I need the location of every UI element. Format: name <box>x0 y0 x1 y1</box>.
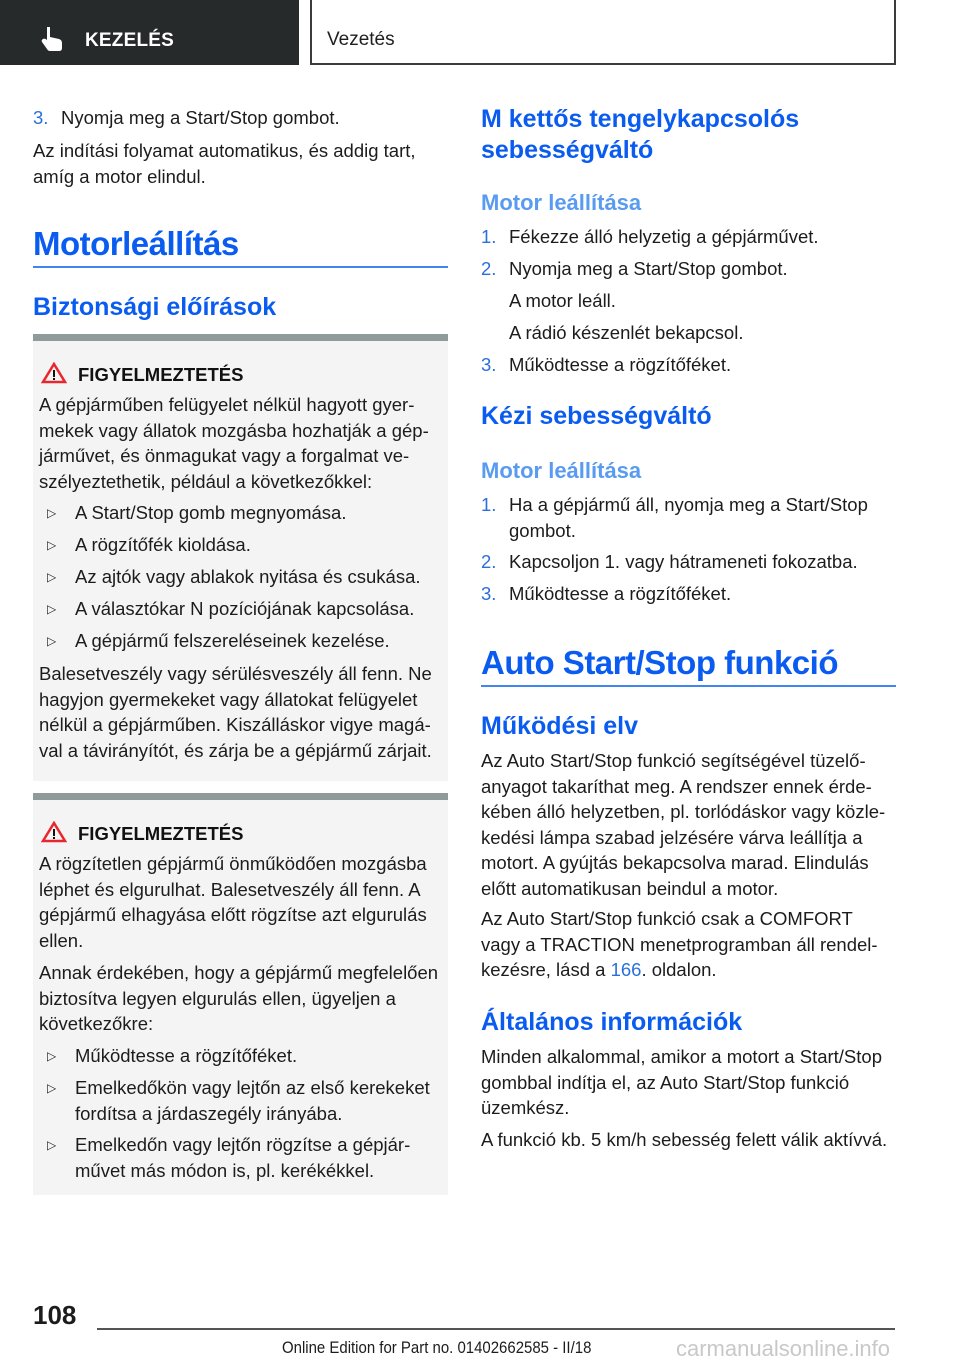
bullet-item: ▷ A Start/Stop gomb megnyomása. <box>47 500 346 527</box>
heading-rule <box>481 685 896 687</box>
general-paragraph-2: A funkció kb. 5 km/h sebesség felett válik aktívvá. <box>481 1129 888 1150</box>
triangle-bullet-icon: ▷ <box>47 506 57 520</box>
page-number: 108 <box>33 1300 77 1330</box>
bullet-item: ▷ Az ajtók vagy ablakok nyitása és csukása. <box>47 564 421 591</box>
section-tab <box>0 0 299 65</box>
warning-title: FIGYELMEZTETÉS <box>78 823 244 844</box>
heading-dct: M kettős tengelykapcsolós sebességváltó <box>481 105 800 164</box>
triangle-bullet-icon: ▷ <box>47 538 57 552</box>
triangle-bullet-icon: ▷ <box>47 602 57 616</box>
general-paragraph-1: Minden alkalommal, amikor a motort a Start/Stop gombbal indítja el, az Auto Start/Stop funkció üzemkész. <box>481 1046 882 1118</box>
step-item: 2. Nyomja meg a Start/Stop gombot. <box>481 258 788 279</box>
step-item: 1. Ha a gépjármű áll, nyomja meg a Start/Stop gombot. <box>481 494 868 541</box>
warning-bar <box>33 334 448 341</box>
bullet-item: ▷ A választókar N pozíciójának kapcsolása. <box>47 596 414 623</box>
warning-triangle-icon <box>41 362 67 384</box>
warning-footer-text: Balesetveszély vagy sérülésveszély áll fenn. Ne hagyjon gyermekeket vagy állatokat felügyelet nélkül a gépjárműben. Kiszálláskor vigye magával a távirányítót, és zárja be a gépjármű zárjait. <box>39 663 432 761</box>
bullet-item: ▷ Emelkedőkön vagy lejtőn az első kerekeket fordítsa a járdaszegély irányába. <box>47 1075 437 1126</box>
triangle-bullet-icon: ▷ <box>47 570 57 584</box>
warning-triangle-icon <box>41 821 67 843</box>
step-item: 3. Működtesse a rögzítőféket. <box>481 583 732 604</box>
watermark: carmanualsonline.info <box>676 1336 891 1361</box>
footer-rule <box>97 1328 895 1330</box>
bullet-item: ▷ A rögzítőfék kioldása. <box>47 532 251 559</box>
principle-paragraph-2: Az Auto Start/Stop funkció csak a COMFORT vagy a TRACTION menetprogramban áll rendelkezésre, lásd a 166. oldalon. <box>481 908 878 980</box>
heading-engine-stop: Motorleállítás <box>33 225 239 262</box>
bullet-item: ▷ Működtesse a rögzítőféket. <box>47 1043 437 1070</box>
triangle-bullet-icon: ▷ <box>47 634 57 648</box>
triangle-bullet-icon: ▷ <box>47 1049 57 1063</box>
edition-text: Online Edition for Part no. 01402662585 - II/18 <box>282 1338 592 1357</box>
section-title: KEZELÉS <box>85 30 175 51</box>
bullet-item: ▷ Emelkedőn vagy lejtőn rögzítse a gépjárművet más módon is, pl. kerékékkel. <box>47 1132 437 1183</box>
page-link[interactable]: 166 <box>610 959 642 980</box>
warning-text: A gépjárműben felügyelet nélkül hagyott gyermekek vagy állatok mozgásba hozhatják a gépjárművet, és önmagukat vagy a forgalmat veszélyeztethetik, például a következőkkel: <box>39 394 429 492</box>
step-number: 3. <box>33 107 49 128</box>
step-item: 3. Működtesse a rögzítőféket. <box>481 354 732 375</box>
step-item: 2. Kapcsoljon 1. vagy hátrameneti fokozatba. <box>481 551 858 572</box>
step-note: A rádió készenlét bekapcsol. <box>509 322 744 343</box>
warning-bar <box>33 793 448 800</box>
step-text: Nyomja meg a Start/Stop gombot. <box>61 107 340 128</box>
subsection-box <box>310 0 896 65</box>
warning-box-2 <box>33 793 448 1195</box>
heading-principle: Működési elv <box>481 712 638 740</box>
heading-stop-engine-2: Motor leállítása <box>481 458 642 483</box>
intro-paragraph: Az indítási folyamat automatikus, és addig tart, amíg a motor elindul. <box>33 140 416 187</box>
triangle-bullet-icon: ▷ <box>47 1081 57 1095</box>
warning-text: A rögzítetlen gépjármű önműködően mozgásba léphet és elgurulhat. Balesetveszély áll fenn. A gépjármű elhagyása előtt rögzítse azt elgurulás ellen. <box>39 853 427 951</box>
principle-paragraph-1: Az Auto Start/Stop funkció segítségével tüzelőanyagot takaríthat meg. A rendszer ennek érdekében álló helyzetben, pl. torlódáskor vagy közlekedési lámpa szabad jelzésére várva leállítja a motort. A gyújtás bekapcsolva marad. Elindulás előtt automatikusan beindul a motor. <box>481 750 886 899</box>
heading-rule <box>33 266 448 268</box>
pointing-hand-icon <box>40 26 64 52</box>
warning-text-2: Annak érdekében, hogy a gépjármű megfelelően biztosítva legyen elgurulás ellen, ügyeljen a következőkre: <box>39 962 439 1034</box>
heading-stop-engine-1: Motor leállítása <box>481 190 642 215</box>
heading-safety: Biztonsági előírások <box>33 293 277 321</box>
step-item: 1. Fékezze álló helyzetig a gépjárművet. <box>481 226 819 247</box>
warning-title: FIGYELMEZTETÉS <box>78 364 244 385</box>
triangle-bullet-icon: ▷ <box>47 1138 57 1152</box>
subsection-title: Vezetés <box>327 29 395 50</box>
bullet-item: ▷ A gépjármű felszereléseinek kezelése. <box>47 628 390 655</box>
step-note: A motor leáll. <box>509 290 616 311</box>
heading-general-info: Általános információk <box>481 1008 743 1036</box>
step-item <box>33 105 448 131</box>
heading-auto-start-stop: Auto Start/Stop funkció <box>481 644 838 681</box>
warning-box-1 <box>33 334 448 781</box>
heading-manual-gearbox: Kézi sebességváltó <box>481 402 712 430</box>
